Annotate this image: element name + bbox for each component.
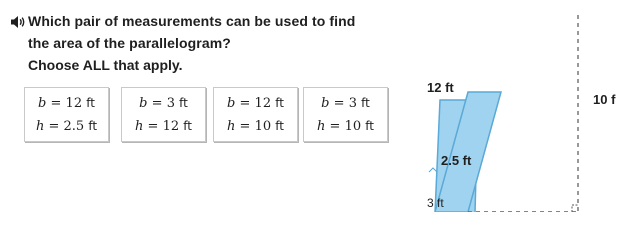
option-base: b = 3 ft	[139, 96, 188, 111]
short-side-label: 2.5 ft	[441, 153, 472, 168]
option-height: h = 10 ft	[227, 119, 284, 134]
question-text-line-1: Which pair of measurements can be used to find	[28, 13, 356, 29]
height-label: 10 f	[593, 92, 616, 107]
option-height: h = 2.5 ft	[35, 119, 98, 134]
option-base: b = 3 ft	[321, 96, 370, 111]
question-text-line-2: the area of the parallelogram?	[28, 35, 231, 51]
parallelogram-outline	[435, 92, 501, 212]
slant-side-label: 12 ft	[427, 80, 454, 95]
option-height: h = 10 ft	[317, 119, 374, 134]
base-label: 3 ft	[427, 196, 444, 210]
option-base: b = 12 ft	[227, 96, 284, 111]
option-base: b = 12 ft	[38, 96, 95, 111]
instruction-text: Choose ALL that apply.	[28, 57, 183, 73]
option-height: h = 12 ft	[135, 119, 192, 134]
inner-angle-marker	[429, 168, 437, 172]
